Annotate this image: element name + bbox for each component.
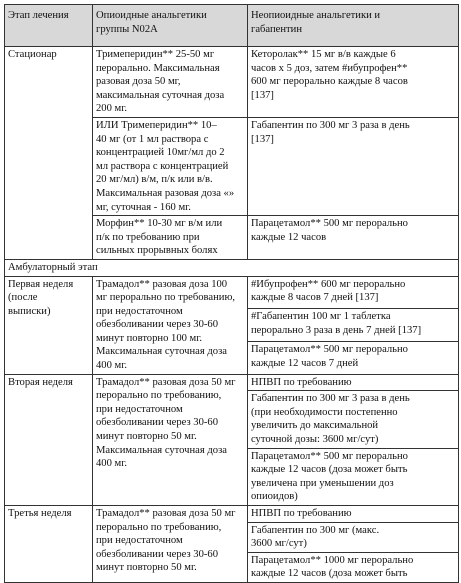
nonopioid-cell: Кеторолак** 15 мг в/в каждые 6 часов х 5 доз, затем #ибупрофен** 600 мг перорально каждые 8 часов [137] [248, 47, 459, 118]
stage-week1: Первая неделя (после выписки) [5, 276, 93, 374]
opioid-cell: Трамадол** разовая доза 50 мг перорально по требованию, при недостаточном обезболивании через 30-60 минут повторно 50 мг. Максимальная суточная доза 400 мг. [93, 374, 248, 505]
nonopioid-cell: НПВП по требованию [248, 506, 459, 523]
stage-week3: Третья неделя [5, 506, 93, 583]
nonopioid-cell: Габапентин по 300 мг 3 раза в день [137] [248, 117, 459, 215]
nonopioid-cell: #Габапентин 100 мг 1 таблетка перорально 3 раза в день 7 дней [137] [248, 309, 459, 342]
stage-inpatient: Стационар [5, 47, 93, 260]
opioid-cell: Трамадол** разовая доза 50 мг перорально по требованию, при недостаточном обезболивании через 30-60 минут повторно 50 мг. [93, 506, 248, 583]
opioid-cell: Трамадол** разовая доза 100 мг перорально по требованию, при недостаточном обезболивании через 30-60 минут повторно 100 мг. Максимальная суточная доза 400 мг. [93, 276, 248, 374]
table-row [5, 506, 459, 523]
table-row [5, 47, 459, 118]
header-opioid: Опиоидные анальгетики группы N02A [93, 5, 248, 47]
nonopioid-cell: Парацетамол** 1000 мг перорально каждые 12 часов (доза может быть [248, 552, 459, 582]
nonopioid-cell: #Ибупрофен** 600 мг перорально каждые 8 часов 7 дней [137] [248, 276, 459, 309]
analgesic-table [4, 4, 459, 583]
outpatient-label: Амбулаторный этап [5, 259, 459, 276]
opioid-cell: Морфин** 10-30 мг в/м или п/к по требованию при сильных прорывных болях [93, 216, 248, 260]
nonopioid-cell: Парацетамол** 500 мг перорально каждые 12 часов 7 дней [248, 341, 459, 374]
opioid-cell: ИЛИ Тримеперидин** 10– 40 мг (от 1 мл раствора с концентрацией 10мг/мл до 2 мл раствора с концентрацией 20 мг/мл) в/м, п/к или в/в. Максимальная разовая доза «» мг, суточная - 160 мг. [93, 117, 248, 215]
table-row [5, 374, 459, 391]
table-row [5, 276, 459, 309]
nonopioid-cell: Парацетамол** 500 мг перорально каждые 12 часов [248, 216, 459, 260]
nonopioid-cell: Габапентин по 300 мг 3 раза в день (при необходимости постепенно увеличить до максимальной суточной дозы: 3600 мг/сут) [248, 391, 459, 448]
section-row [5, 259, 459, 276]
header-nonopioid: Неопиоидные анальгетики и габапентин [248, 5, 459, 47]
nonopioid-cell: Габапентин по 300 мг (макс. 3600 мг/сут) [248, 522, 459, 552]
header-stage: Этап лечения [5, 5, 93, 47]
nonopioid-cell: Парацетамол** 500 мг перорально каждые 12 часов (доза может быть увеличена при уменьшении доз опиоидов) [248, 448, 459, 505]
header-row [5, 5, 459, 47]
stage-week2: Вторая неделя [5, 374, 93, 505]
opioid-cell: Тримеперидин** 25-50 мг перорально. Максимальная разовая доза 50 мг, максимальная суточная доза 200 мг. [93, 47, 248, 118]
nonopioid-cell: НПВП по требованию [248, 374, 459, 391]
